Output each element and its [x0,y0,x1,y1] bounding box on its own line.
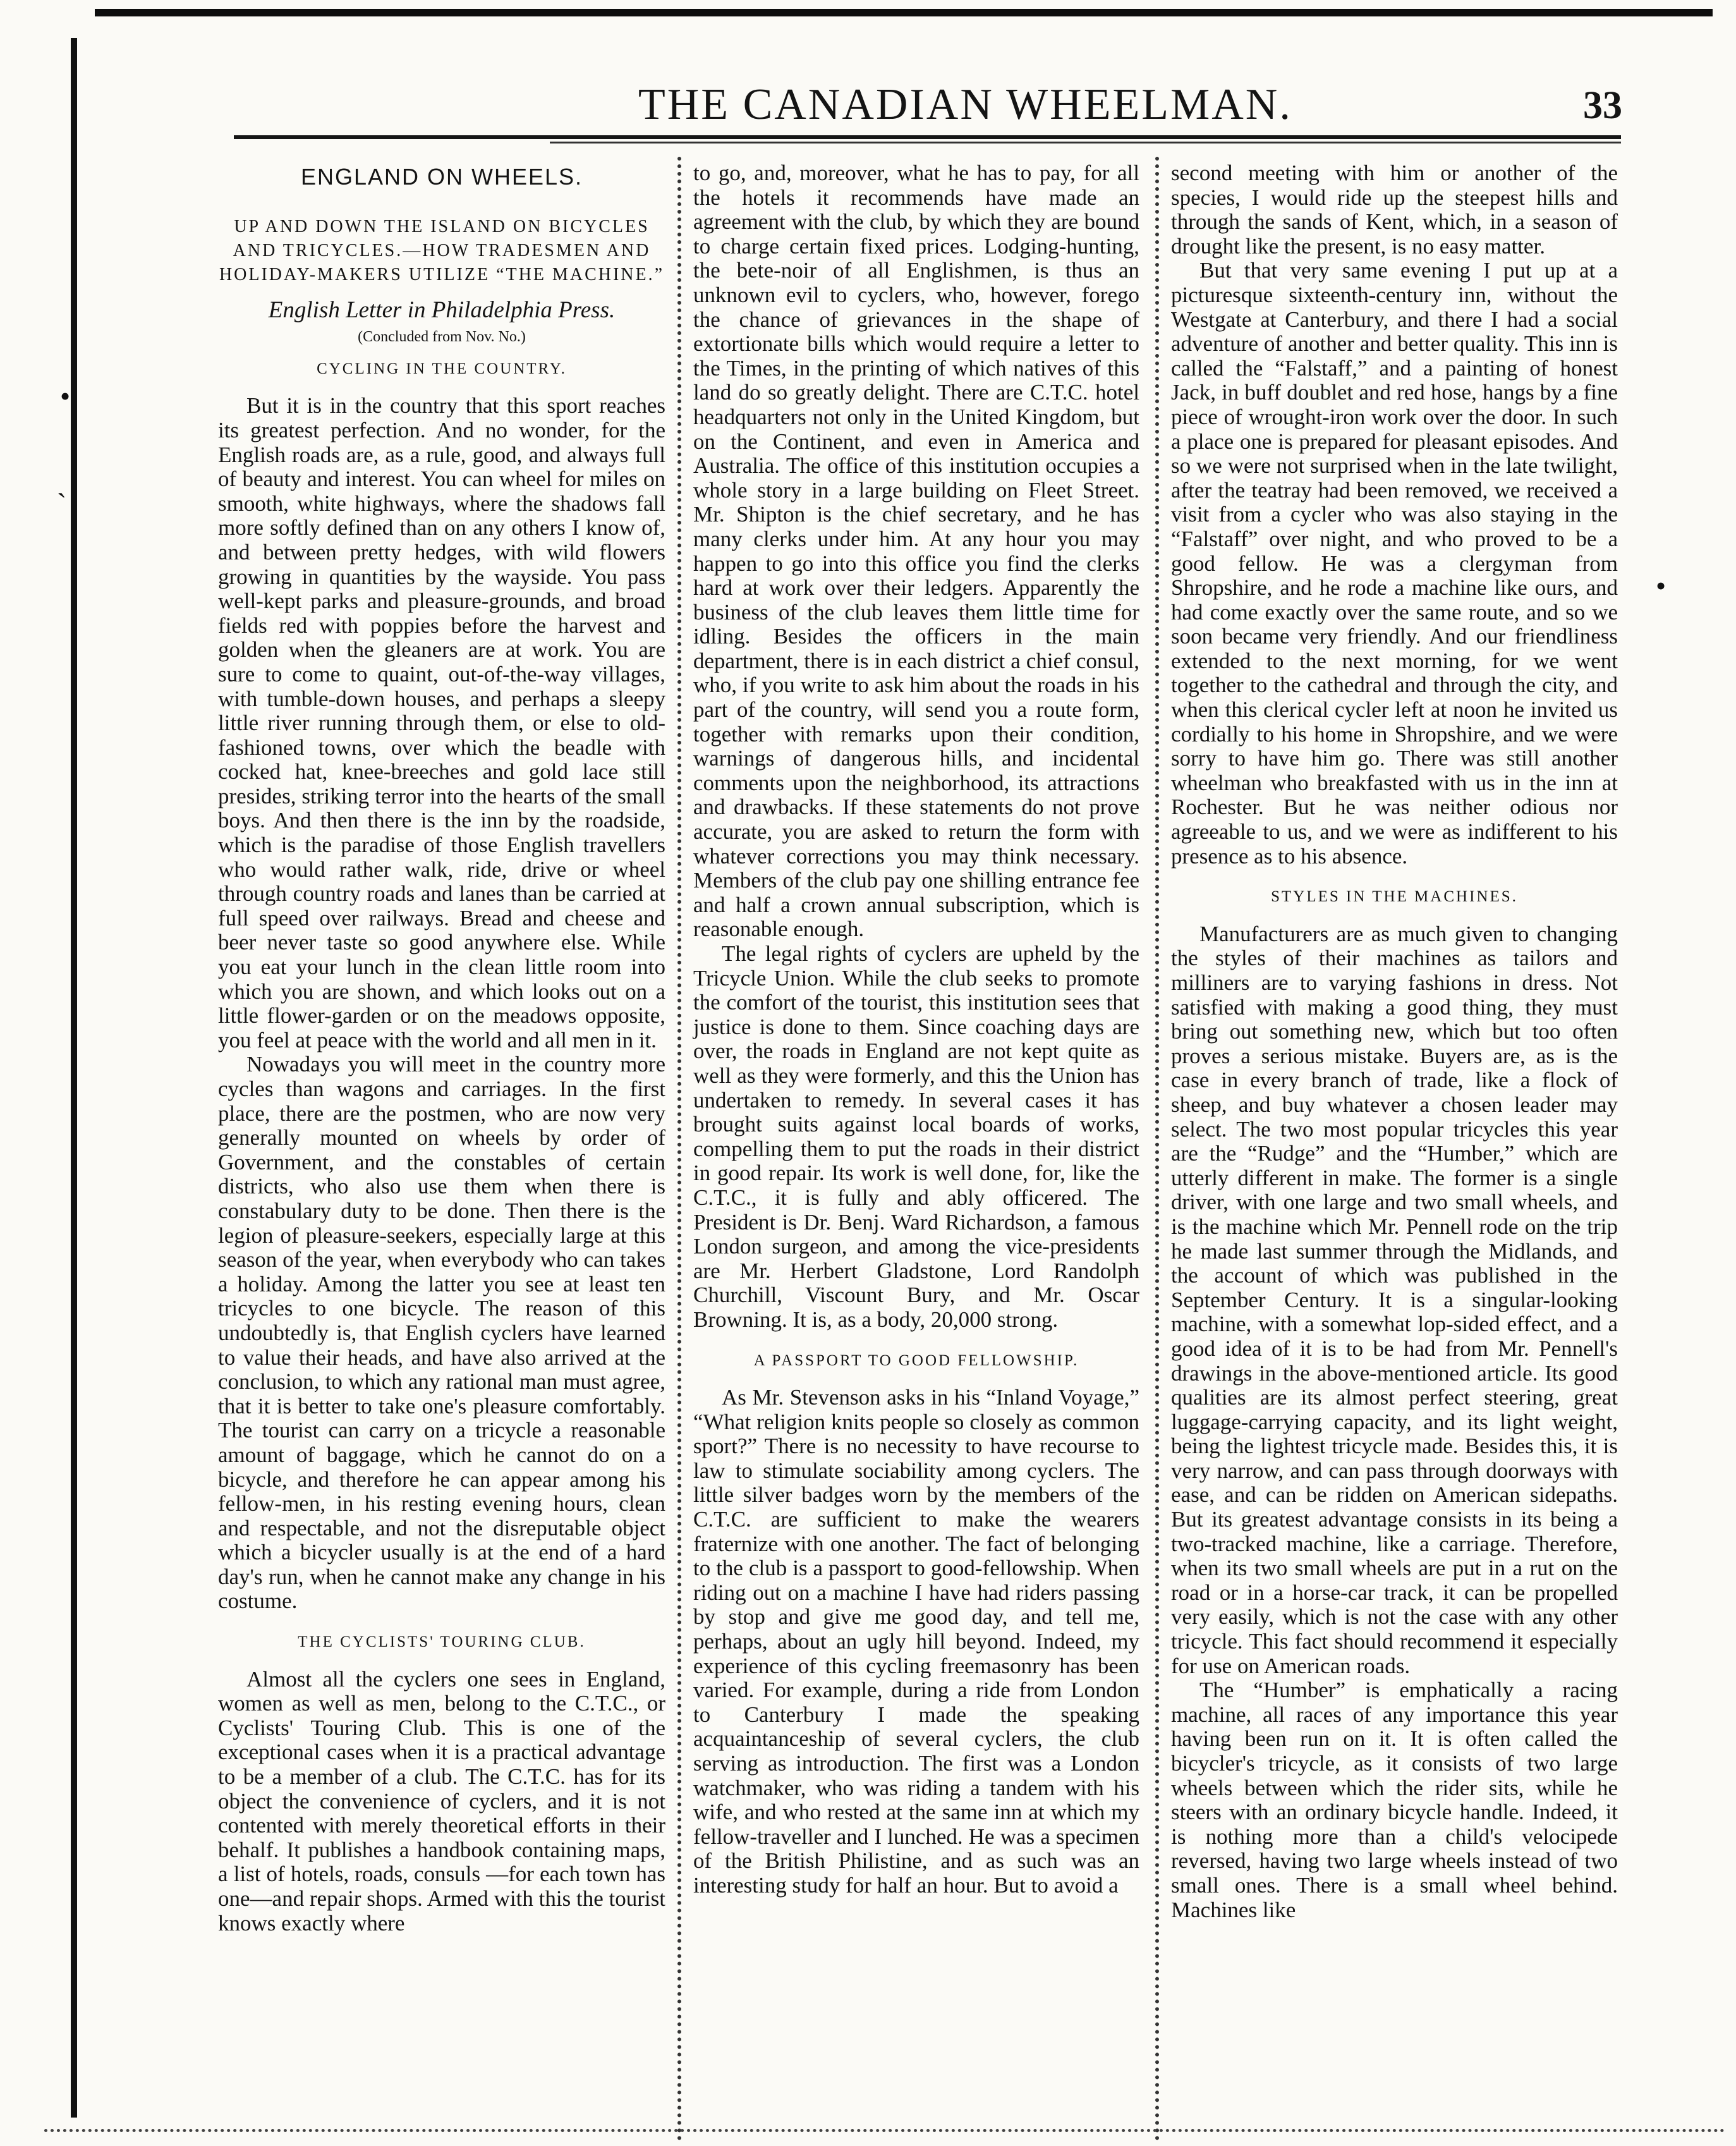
margin-dot-right: • [1656,570,1666,602]
left-binding-rule [71,38,77,2118]
margin-dot: • [60,380,71,412]
column-divider-1 [677,157,681,2142]
article-title: ENGLAND ON WHEELS. [300,164,583,190]
paragraph: Almost all the cyclers one sees in England, women as well as men, belong to the C.T.C., or Cyclists' Touring Club. This is one of the exceptional cases when it is a practical advantage to be a member of a club. The C.T.C. has for its object the convenience of cyclers, and it is not contented with merely theoretical efforts in their behalf. It publishes a handbook containing maps, a list of hotels, roads, consuls —for each town has one—and repair shops. Armed with this the tourist knows exactly where [218,1666,665,1936]
column-1 [218,161,665,1936]
section-head-cycling-in-country: CYCLING IN THE COUNTRY. [317,360,567,377]
article-byline: English Letter in Philadelphia Press. [268,296,616,323]
header-rule [234,135,1621,139]
top-border-rule [95,9,1713,16]
paragraph: As Mr. Stevenson asks in his “Inland Voyage,” “What religion knits people so closely as common sport?” There is no necessity to have recourse to law to stimulate sociability among cyclers. The little silver badges worn by the members of the C.T.C. are sufficient to make the wearers fraternize with one another. The fact of belonging to the club is a passport to good-fellowship. When riding out on a machine I have had riders passing by stop and give me good day, and tell me, perhaps, about an ugly hill beyond. Indeed, my experience of this cycling freemasonry has been varied. For example, during a ride from London to Canterbury I made the speaking acquaintanceship of several cyclers, the club serving as introduction. The first was a London watchmaker, who was riding a tandem with his wife, and who rested at the same inn at which my fellow-traveller and I lunched. He was a specimen of the British Philistine, and as such was an interesting study for half an hour. But to avoid a [693,1385,1139,1898]
paragraph: Manufacturers are as much given to changing the styles of their machines as tailors and milliners are to varying fashions in dress. Not satisfied with making a good thing, they must bring out something new, which but too often proves a serious mistake. Buyers are, as is the case in every branch of trade, like a flock of sheep, and buy whatever a chosen leader may select. The two most popular tricycles this year are the “Rudge” and the “Humber,” which are utterly different in make. The former is a single driver, with one large and two small wheels, and is the machine which Mr. Pennell rode on the trip he made last summer through the Midlands, and the account of which was published in the September Century. It is a singular-looking machine, with a somewhat lop-sided effect, and a good idea of it is to be had from Mr. Pennell's drawings in the above-mentioned article. Its good qualities are its almost perfect steering, great luggage-carrying capacity, and its light weight, being the lightest tricycle made. Besides this, it is very narrow, and can pass through doorways with ease, and can be ridden on American sidepaths. But its greatest advantage consists in its being a two-tracked machine, like a carriage. Therefore, when its two small wheels are put in a rut on the road or in a horse-car track, it can be propelled very easily, which is not the case with any other tricycle. This fact should recommend it especially for use on American roads. [1171,921,1618,1678]
paragraph-continued: second meeting with him or another of the species, I would ride up the steepest hills and through the sands of Kent, which, in a season of drought like the present, is no easy matter. [1171,161,1618,259]
paragraph: But it is in the country that this sport reaches its greatest perfection. And no wonder, for the English roads are, as a rule, good, and always full of beauty and interest. You can wheel for miles on smooth, white highways, where the shadows fall more softly defined than on any others I know of, and between pretty hedges, with wild flowers growing in quantities by the wayside. You pass well-kept parks and pleasure-grounds, and broad fields red with poppies before the harvest and golden when the gleaners are at work. You are sure to come to quaint, out-of-the-way villages, with tumble-down houses, and perhaps a sleepy little river running through them, or else to old-fashioned towns, over which the beadle with cocked hat, knee-breeches and gold lace still presides, striking terror into the hearts of the small boys. And then there is the inn by the roadside, which is the paradise of those English travellers who would rather walk, ride, drive or wheel through country roads and lanes than be carried at full speed over railways. Bread and cheese and beer never taste so good anywhere else. While you eat your lunch in the clean little room into which you are shown, and which looks out on a little flower-garden or on the meadows opposite, you feel at peace with the world and all men in it. [218,393,665,1052]
paragraph: But that very same evening I put up at a picturesque sixteenth-century inn, without the Westgate at Canterbury, and there I had a social adventure of another and better quality. This inn is called the “Falstaff,” and a painting of honest Jack, in buff doublet and red hose, hangs by a fine piece of wrought-iron work over the door. In such a place one is prepared for pleasant episodes. And so we were not surprised when in the late twilight, after the teatray had been removed, we received a visit from a cycler who was also staying in the “Falstaff” over night, and who proved to be a good fellow. He was a clergyman from Shropshire, and he rode a machine like ours, and had come exactly over the same route, and so we soon became very friendly. And our friendliness extended to the next morning, for we went together to the cathedral and through the city, and when this clerical cycler left at noon he invited us cordially to his home in Shropshire, and we were sorry to have him go. There was still another wheelman who breakfasted with us in the inn at Rochester. But he was neither odious nor agreeable to us, and we were as indifferent to his presence as to his absence. [1171,258,1618,869]
margin-mark: ` [57,487,67,520]
running-header-title: THE CANADIAN WHEELMAN. [638,80,1292,129]
section-head-styles: STYLES IN THE MACHINES. [1271,888,1518,906]
header-rule-thin [550,142,1621,143]
column-3 [1171,161,1618,1922]
concluded-note: (Concluded from Nov. No.) [358,329,526,346]
bottom-edge-rule [44,2129,1725,2132]
column-divider-2 [1155,157,1159,2142]
paragraph: Nowadays you will meet in the country more cycles than wagons and carriages. In the first place, there are the postmen, who are now very generally mounted on wheels by order of Government, and the constables of certain districts, who also use them when there is constabulary duty to be done. Then there is the legion of pleasure-seekers, especially large at this season of the year, when everybody who can takes a holiday. Among the latter you see at least ten tricycles to one bicycle. The reason of this undoubtedly is, that English cyclers have learned to value their heads, and have also arrived at the conclusion, to which any rational man must agree, that it is better to take one's pleasure comfortably. The tourist can carry on a tricycle a reasonable amount of baggage, which he cannot do on a bicycle, and therefore he can appear among his fellow-men, in his resting evening hours, clean and respectable, and not the disreputable object which a bicycler usually is at the end of a hard day's run, when he cannot make any change in his costume. [218,1052,665,1614]
section-head-touring-club: THE CYCLISTS' TOURING CLUB. [298,1633,586,1651]
article-subtitle: UP AND DOWN THE ISLAND ON BICYCLES AND TRICYCLES.—HOW TRADESMEN AND HOLIDAY-MAKERS UTILIZE “THE MACHINE.” [219,216,665,284]
column-2 [693,161,1139,1898]
paragraph-continued: to go, and, moreover, what he has to pay, for all the hotels it recommends have made an agreement with the club, by which they are bound to charge certain fixed prices. Lodging-hunting, the bete-noir of all Englishmen, is thus an unknown evil to cyclers, who, however, forego the chance of grievances in the shape of extortionate bills which would require a letter to the Times, in the printing of which natives of this land do so greatly delight. There are C.T.C. hotel headquarters not only in the United Kingdom, but on the Continent, and even in America and Australia. The office of this institution occupies a whole story in a large building on Fleet Street. Mr. Shipton is the chief secretary, and he has many clerks under him. At any hour you may happen to go into this office you find the clerks hard at work over their ledgers. Apparently the business of the club leaves them little time for idling. Besides the officers in the main department, there is in each district a chief consul, who, if you write to ask him about the roads in his part of the country, will send you a route form, together with remarks upon their condition, warnings of dangerous hills, and incidental comments upon the neighborhood, its attractions and drawbacks. If these statements do not prove accurate, you are asked to return the form with whatever corrections you may think necessary. Members of the club pay one shilling entrance fee and half a crown annual subscription, which is reasonable enough. [693,161,1139,942]
paragraph: The legal rights of cyclers are upheld by the Tricycle Union. While the club seeks to promote the comfort of the tourist, this institution sees that justice is done to them. Since coaching days are over, the roads in England are not kept quite as well as they were formerly, and this the Union has undertaken to remedy. In several cases it has brought suits against local boards of works, compelling them to put the roads in their district in good repair. Its work is well done, for, like the C.T.C., it is fully and ably officered. The President is Dr. Benj. Ward Richardson, a famous London surgeon, and among the vice-presidents are Mr. Herbert Gladstone, Lord Randolph Churchill, Viscount Bury, and Mr. Oscar Browning. It is, as a body, 20,000 strong. [693,941,1139,1332]
section-head-passport: A PASSPORT TO GOOD FELLOWSHIP. [753,1351,1079,1369]
paragraph: The “Humber” is emphatically a racing machine, all races of any importance this year having been run on it. It is often called the bicycler's tricycle, as it consists of two large wheels between which the rider sits, while he steers with an ordinary bicycle handle. Indeed, it is nothing more than a child's velocipede reversed, having two large wheels instead of two small ones. There is a small wheel behind. Machines like [1171,1678,1618,1922]
page-number: 33 [1583,84,1622,127]
